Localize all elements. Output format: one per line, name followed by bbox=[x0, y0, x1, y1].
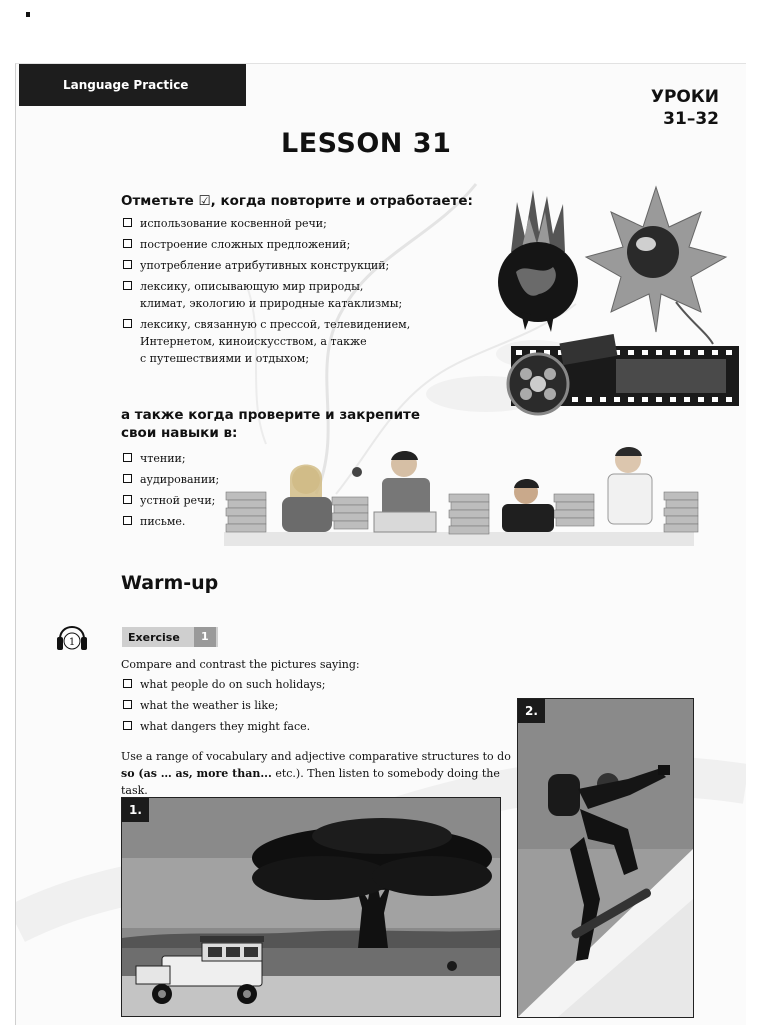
checklist-item-text: использование косвенной речи; bbox=[140, 217, 327, 230]
section-header-band bbox=[19, 64, 246, 106]
checklist-item bbox=[121, 718, 421, 735]
skills-heading-line1: а также когда проверите и закрепите bbox=[121, 407, 421, 423]
checkbox-square-icon[interactable] bbox=[123, 260, 132, 269]
exercise-label bbox=[122, 627, 218, 647]
checklist-item bbox=[121, 492, 231, 509]
photo2-label: 2. bbox=[518, 699, 545, 723]
safari-scene bbox=[122, 798, 500, 1016]
checklist-item-text: what people do on such holidays; bbox=[140, 678, 326, 691]
exercise-instruction bbox=[121, 748, 521, 799]
skills-checklist bbox=[121, 450, 231, 534]
checkbox-square-icon[interactable] bbox=[123, 218, 132, 227]
review-heading: Отметьте ☑, когда повторите и отработаете: bbox=[121, 193, 473, 209]
checklist-item bbox=[121, 215, 421, 232]
students-studying-photo bbox=[224, 442, 704, 547]
exercise-label-text: Exercise bbox=[128, 630, 180, 644]
review-checklist bbox=[121, 215, 421, 371]
checklist-item bbox=[121, 278, 421, 312]
photo-snowboarder bbox=[517, 698, 694, 1018]
checklist-item-text: чтении; bbox=[140, 452, 186, 465]
lessons-label-numbers: 31–32 bbox=[663, 109, 719, 129]
snowboarder-scene bbox=[518, 699, 693, 1017]
skills-heading-line2: свои навыки в: bbox=[121, 425, 238, 441]
checkbox-square-icon[interactable] bbox=[123, 281, 132, 290]
lesson-title: LESSON 31 bbox=[281, 128, 452, 159]
checklist-item-text: аудировании; bbox=[140, 473, 220, 486]
checkbox-square-icon[interactable] bbox=[123, 700, 132, 709]
checklist-item bbox=[121, 450, 231, 467]
lessons-label-word: УРОКИ bbox=[650, 87, 719, 107]
checklist-item-text: лексику, связанную с прессой, телевидением, bbox=[140, 318, 411, 331]
checklist-item-text: what the weather is like; bbox=[140, 699, 279, 712]
checklist-item bbox=[121, 471, 231, 488]
checkbox-square-icon[interactable] bbox=[123, 495, 132, 504]
checklist-item bbox=[121, 697, 421, 714]
photo-safari bbox=[121, 797, 501, 1017]
section-header-label: Language Practice bbox=[63, 78, 189, 92]
checklist-item bbox=[121, 513, 231, 530]
checkbox-square-icon[interactable] bbox=[123, 453, 132, 462]
checklist-item-text: климат, экологию и природные катаклизмы; bbox=[140, 297, 403, 310]
checklist-item-text: письме. bbox=[140, 515, 186, 528]
checklist-item-text: Интернетом, киноискусством, а также bbox=[140, 335, 367, 348]
checklist-item bbox=[121, 316, 421, 367]
checklist-item-text: употребление атрибутивных конструкций; bbox=[140, 259, 390, 272]
checkbox-square-icon[interactable] bbox=[123, 474, 132, 483]
checkbox-square-icon[interactable] bbox=[123, 516, 132, 525]
warmup-heading: Warm-up bbox=[121, 572, 219, 594]
film-reel-illustration bbox=[506, 334, 741, 429]
exercise-checklist bbox=[121, 676, 421, 739]
checkbox-square-icon[interactable] bbox=[123, 721, 132, 730]
checkbox-square-icon[interactable] bbox=[123, 239, 132, 248]
checklist-item-text: устной речи; bbox=[140, 494, 216, 507]
textbook-page bbox=[15, 63, 746, 1025]
photo1-label: 1. bbox=[122, 798, 149, 822]
checklist-item bbox=[121, 676, 421, 693]
headphones-audio-icon[interactable] bbox=[55, 617, 89, 653]
burning-globe-illustration bbox=[491, 182, 586, 332]
checkbox-square-icon[interactable] bbox=[123, 319, 132, 328]
checklist-item bbox=[121, 257, 421, 274]
checklist-item-text: с путешествиями и отдыхом; bbox=[140, 352, 310, 365]
checklist-item-text: what dangers they might face. bbox=[140, 720, 311, 733]
instruction-bold-part: so (as … as, more than... bbox=[121, 767, 272, 780]
audio-track-number: 1 bbox=[68, 637, 76, 648]
skills-heading bbox=[121, 406, 420, 442]
checkbox-square-icon[interactable] bbox=[123, 679, 132, 688]
lessons-range-label bbox=[651, 86, 719, 130]
exercise-number: 1 bbox=[194, 627, 216, 647]
instruction-line1: Use a range of vocabulary and adjective comparative structures to do bbox=[121, 750, 511, 763]
checklist-item-text: лексику, описывающую мир природы, bbox=[140, 280, 364, 293]
instruction-line2 bbox=[121, 765, 521, 799]
exercise-intro: Compare and contrast the pictures saying: bbox=[121, 658, 360, 671]
maple-leaf-globe-illustration bbox=[581, 182, 731, 347]
instruction-rest: etc.). Then listen to somebody doing the task. bbox=[121, 767, 500, 797]
scan-mark bbox=[26, 12, 30, 17]
checklist-item bbox=[121, 236, 421, 253]
checklist-item-text: построение сложных предложений; bbox=[140, 238, 351, 251]
